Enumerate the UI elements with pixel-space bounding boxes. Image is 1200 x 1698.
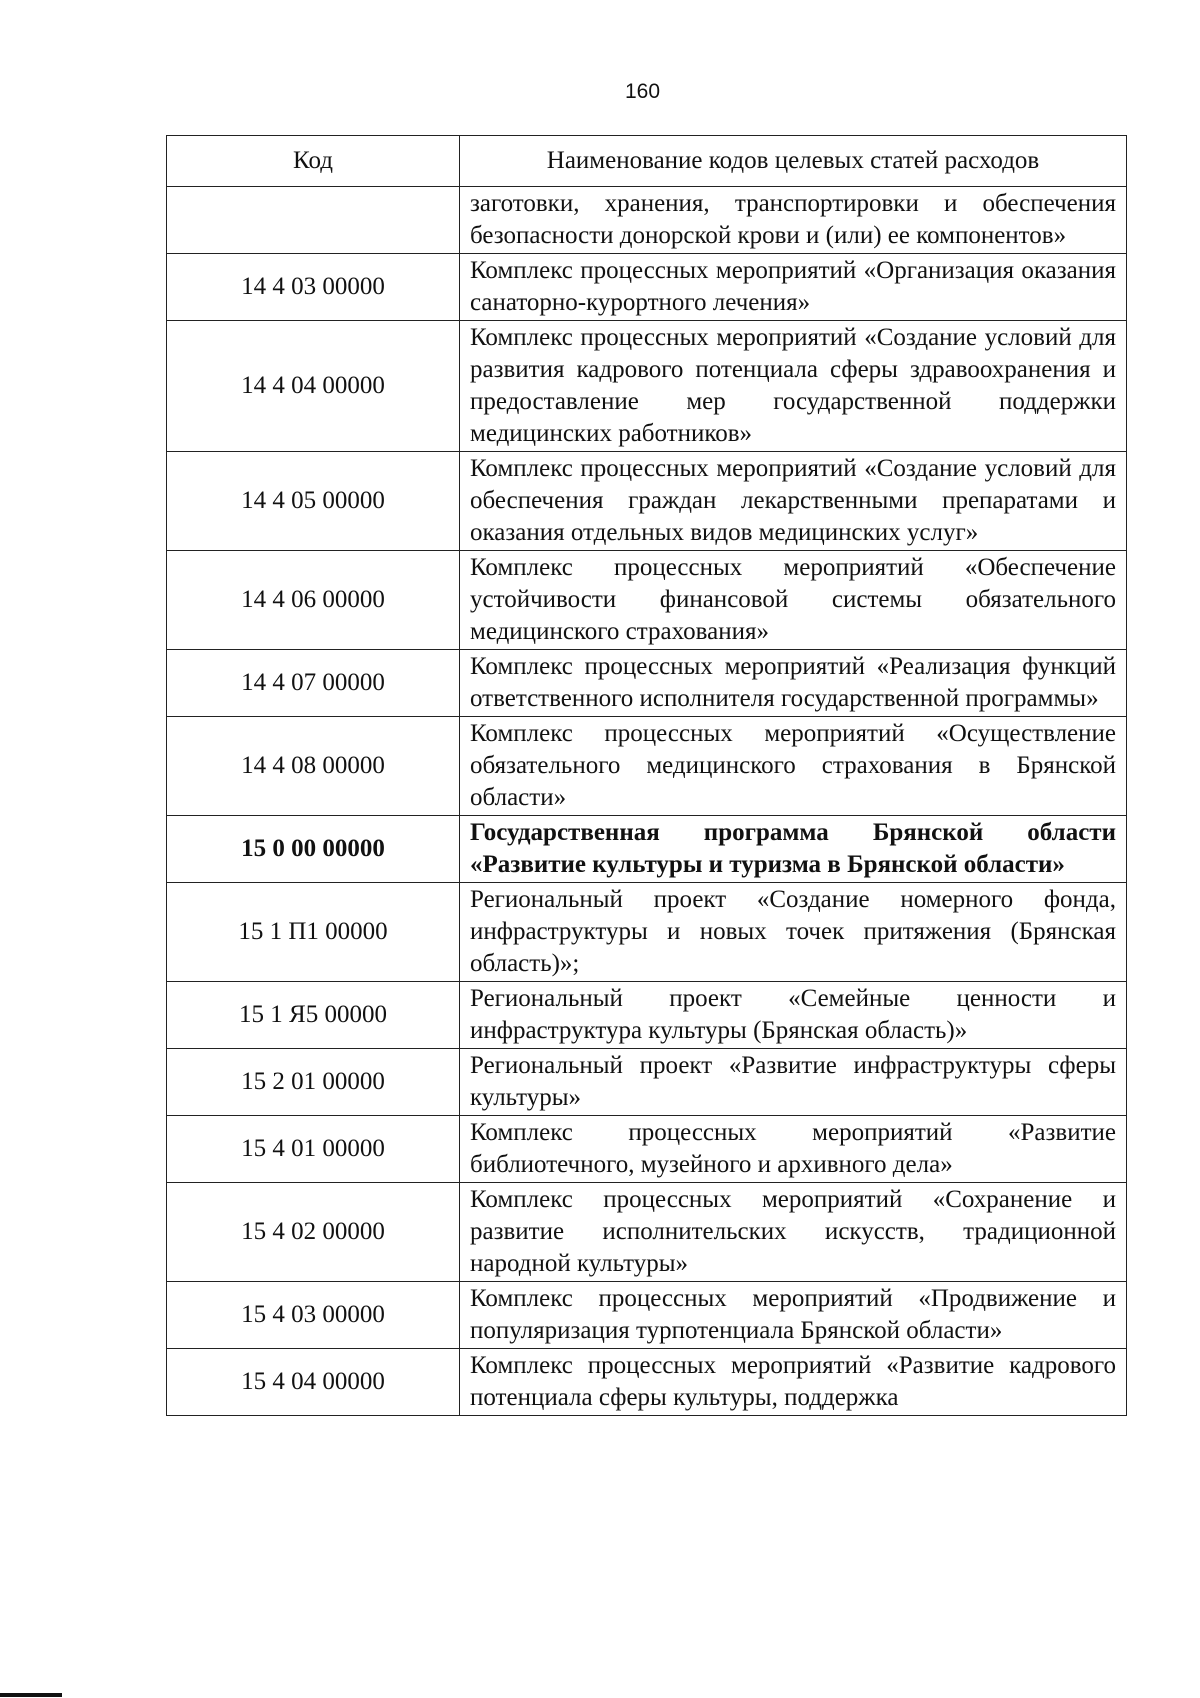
row-name: Комплекс процессных мероприятий «Развитие кадрового потенциала сферы культуры, поддержка xyxy=(460,1349,1127,1416)
row-code: 15 4 02 00000 xyxy=(167,1183,460,1282)
table-row xyxy=(167,1183,1127,1282)
table-row xyxy=(167,321,1127,452)
row-name: заготовки, хранения, транспортировки и обеспечения безопасности донорской крови и (или) ее компонентов» xyxy=(460,187,1127,254)
table-row xyxy=(167,650,1127,717)
row-code: 14 4 03 00000 xyxy=(167,254,460,321)
table-row xyxy=(167,187,1127,254)
row-name: Комплекс процессных мероприятий «Осуществление обязательного медицинского страхования в Брянской области» xyxy=(460,717,1127,816)
table-row xyxy=(167,816,1127,883)
row-code: 14 4 05 00000 xyxy=(167,452,460,551)
row-code: 15 4 04 00000 xyxy=(167,1349,460,1416)
row-name: Комплекс процессных мероприятий «Организация оказания санаторно-курортного лечения» xyxy=(460,254,1127,321)
table-row xyxy=(167,883,1127,982)
table-row xyxy=(167,1116,1127,1183)
row-name: Комплекс процессных мероприятий «Создание условий для обеспечения граждан лекарственными препаратами и оказания отдельных видов медицинских услуг» xyxy=(460,452,1127,551)
row-code: 14 4 08 00000 xyxy=(167,717,460,816)
row-code: 15 4 03 00000 xyxy=(167,1282,460,1349)
row-code xyxy=(167,187,460,254)
row-name: Комплекс процессных мероприятий «Реализация функций ответственного исполнителя государственной программы» xyxy=(460,650,1127,717)
row-name: Комплекс процессных мероприятий «Создание условий для развития кадрового потенциала сферы здравоохранения и предоставление мер государственной поддержки медицинских работников» xyxy=(460,321,1127,452)
row-code: 14 4 07 00000 xyxy=(167,650,460,717)
scan-edge-mark xyxy=(0,1693,62,1697)
row-name: Региональный проект «Создание номерного фонда, инфраструктуры и новых точек притяжения (Брянская область)»; xyxy=(460,883,1127,982)
page-number: 160 xyxy=(624,80,661,103)
header-code: Код xyxy=(167,136,460,187)
table-row xyxy=(167,1049,1127,1116)
row-code: 15 4 01 00000 xyxy=(167,1116,460,1183)
row-name: Региональный проект «Семейные ценности и инфраструктура культуры (Брянская область)» xyxy=(460,982,1127,1049)
row-code: 15 0 00 00000 xyxy=(167,816,460,883)
table-header-row xyxy=(167,136,1127,187)
table-row xyxy=(167,982,1127,1049)
row-name: Государственная программа Брянской области «Развитие культуры и туризма в Брянской области» xyxy=(460,816,1127,883)
header-name: Наименование кодов целевых статей расходов xyxy=(460,136,1127,187)
table-row xyxy=(167,1282,1127,1349)
target-expense-codes-table xyxy=(166,135,1127,1416)
row-code: 14 4 06 00000 xyxy=(167,551,460,650)
row-code: 14 4 04 00000 xyxy=(167,321,460,452)
row-code: 15 1 Я5 00000 xyxy=(167,982,460,1049)
row-code: 15 2 01 00000 xyxy=(167,1049,460,1116)
row-name: Комплекс процессных мероприятий «Сохранение и развитие исполнительских искусств, традиционной народной культуры» xyxy=(460,1183,1127,1282)
row-code: 15 1 П1 00000 xyxy=(167,883,460,982)
table-row xyxy=(167,452,1127,551)
row-name: Региональный проект «Развитие инфраструктуры сферы культуры» xyxy=(460,1049,1127,1116)
row-name: Комплекс процессных мероприятий «Обеспечение устойчивости финансовой системы обязательного медицинского страхования» xyxy=(460,551,1127,650)
table-row xyxy=(167,717,1127,816)
table-row xyxy=(167,254,1127,321)
table-row xyxy=(167,551,1127,650)
table-row xyxy=(167,1349,1127,1416)
table-body xyxy=(167,187,1127,1416)
row-name: Комплекс процессных мероприятий «Продвижение и популяризация турпотенциала Брянской области» xyxy=(460,1282,1127,1349)
row-name: Комплекс процессных мероприятий «Развитие библиотечного, музейного и архивного дела» xyxy=(460,1116,1127,1183)
